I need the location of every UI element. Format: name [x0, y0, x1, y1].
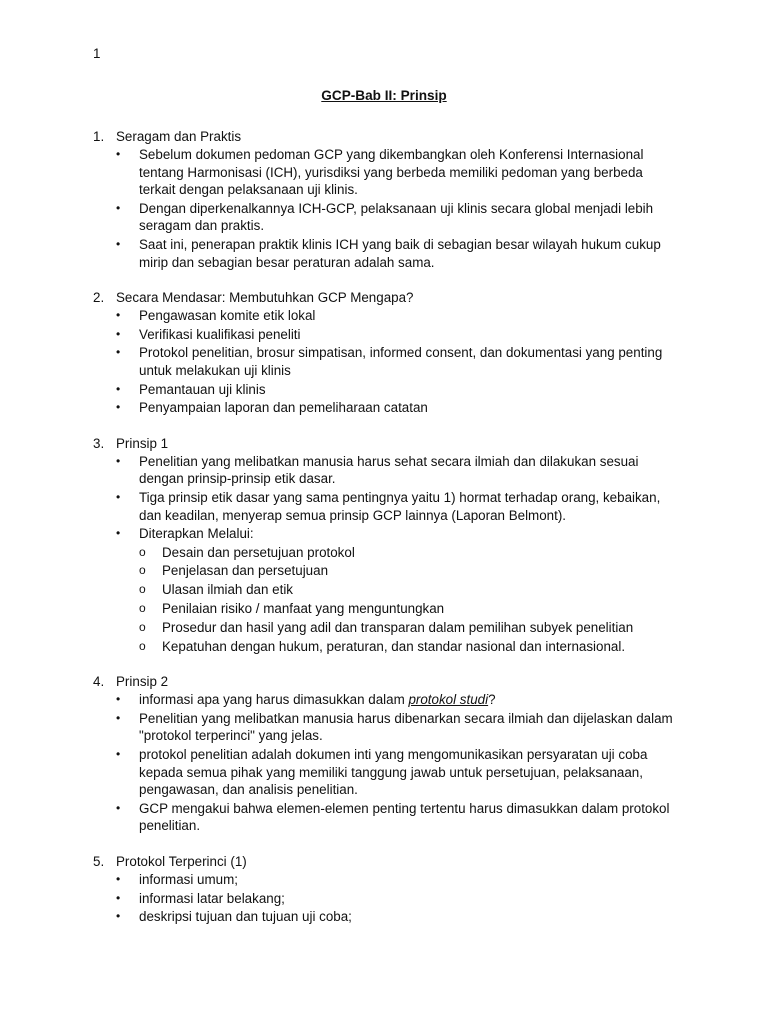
list-item-text: Diterapkan Melalui: [139, 526, 254, 542]
list-item [0, 146, 768, 199]
list-item-text: Sebelum dokumen pedoman GCP yang dikembangkan oleh Konferensi Internasional tentang Harmonisasi (ICH), yurisdiksi yang berbeda memiliki pedoman yang berbeda terkait dengan pelaksanaan uji klinis. [139, 147, 644, 198]
section-title: Seragam dan Praktis [116, 129, 242, 144]
list-item-text: Protokol penelitian, brosur simpatisan, informed consent, dan dokumentasi yang penting untuk melakukan uji klinis [139, 345, 663, 378]
sub-bullet-list [0, 544, 768, 656]
list-item-text: Pengawasan komite etik lokal [139, 308, 316, 324]
circle-bullet-icon: o [139, 544, 146, 559]
sub-list-item [0, 544, 768, 562]
bullet-icon: • [116, 489, 121, 504]
circle-bullet-icon: o [139, 563, 146, 578]
bullet-icon: • [116, 909, 121, 924]
sub-list-item [0, 619, 768, 637]
bullet-icon: • [116, 526, 121, 541]
list-item [0, 489, 768, 524]
list-item-text: protokol penelitian adalah dokumen inti yang mengomunikasikan persyaratan uji coba kepada semua pihak yang memiliki tanggung jawab untuk persetujuan, pelaksanaan, pengawasan, dan analisis penelitian. [139, 746, 648, 798]
section-heading [0, 289, 768, 307]
section-title: Secara Mendasar: Membutuhkan GCP Mengapa? [116, 290, 414, 306]
bullet-list [0, 691, 768, 835]
section-number: 1. [93, 129, 105, 144]
bullet-icon: • [116, 710, 121, 725]
section-title: Protokol Terperinci (1) [116, 853, 247, 869]
list-item-text: Verifikasi kualifikasi peneliti [139, 326, 301, 342]
bullet-list [0, 453, 768, 543]
sub-list-item [0, 638, 768, 656]
list-item [0, 871, 768, 889]
list-item [0, 525, 768, 543]
document-body [0, 128, 768, 944]
bullet-list [0, 871, 768, 926]
section-heading [0, 128, 768, 146]
circle-bullet-icon: o [139, 619, 146, 634]
bullet-icon: • [116, 400, 121, 415]
section-title: Prinsip 1 [116, 435, 169, 451]
section-2 [0, 289, 768, 417]
circle-bullet-icon: o [139, 582, 146, 597]
list-item-text: Pemantauan uji klinis [139, 381, 266, 397]
section-number: 3. [93, 435, 105, 451]
list-item-text-before: informasi apa yang harus dimasukkan dalam [139, 692, 409, 708]
sub-list-item-text: Ulasan ilmiah dan etik [162, 582, 293, 598]
list-item [0, 344, 768, 379]
section-heading [0, 673, 768, 691]
list-item-text: Penelitian yang melibatkan manusia harus dibenarkan secara ilmiah dan dijelaskan dalam "protokol terperinci" yang jelas. [139, 710, 673, 744]
section-5 [0, 853, 768, 926]
bullet-icon: • [116, 890, 121, 905]
sub-list-item-text: Desain dan persetujuan protokol [162, 544, 355, 560]
list-item [0, 381, 768, 399]
list-item-text: Saat ini, penerapan praktik klinis ICH yang baik di sebagian besar wilayah hukum cukup mirip dan sebagian besar peraturan adalah sama. [139, 236, 661, 270]
list-item-text: Penelitian yang melibatkan manusia harus sehat secara ilmiah dan dilakukan sesuai dengan prinsip-prinsip etik dasar. [139, 453, 639, 487]
section-heading [0, 435, 768, 453]
section-number: 2. [93, 290, 105, 306]
list-item [0, 746, 768, 799]
sub-list-item [0, 581, 768, 599]
bullet-icon: • [116, 236, 121, 251]
section-4 [0, 673, 768, 835]
bullet-icon: • [116, 453, 121, 468]
bullet-icon: • [116, 381, 121, 396]
circle-bullet-icon: o [139, 638, 146, 653]
bullet-list [0, 146, 768, 271]
bullet-icon: • [116, 800, 121, 815]
bullet-icon: • [116, 746, 121, 761]
sub-list-item [0, 600, 768, 618]
circle-bullet-icon: o [139, 601, 146, 616]
list-item-text: Penyampaian laporan dan pemeliharaan catatan [139, 400, 428, 416]
bullet-icon: • [116, 200, 121, 215]
list-item-text: deskripsi tujuan dan tujuan uji coba; [139, 909, 352, 925]
sub-list-item [0, 562, 768, 580]
list-item [0, 453, 768, 488]
bullet-icon: • [116, 871, 121, 886]
list-item [0, 908, 768, 926]
list-item [0, 326, 768, 344]
bullet-icon: • [116, 326, 121, 341]
section-title: Prinsip 2 [116, 674, 169, 690]
emphasized-term: protokol studi [408, 692, 489, 708]
document-title: GCP-Bab II: Prinsip [321, 88, 447, 103]
bullet-icon: • [116, 345, 121, 360]
list-item-text-after: ? [488, 692, 496, 708]
sub-list-item-text: Penjelasan dan persetujuan [162, 563, 329, 579]
sub-list-item-text: Prosedur dan hasil yang adil dan transparan dalam pemilihan subyek penelitian [162, 619, 634, 635]
list-item [0, 691, 768, 709]
sub-list-item-text: Kepatuhan dengan hukum, peraturan, dan standar nasional dan internasional. [162, 638, 626, 654]
list-item [0, 200, 768, 235]
list-item [0, 399, 768, 417]
list-item-text: Dengan diperkenalkannya ICH-GCP, pelaksanaan uji klinis secara global menjadi lebih seragam dan praktis. [139, 200, 654, 234]
section-heading [0, 853, 768, 871]
bullet-icon: • [116, 308, 121, 323]
section-1 [0, 128, 768, 271]
list-item [0, 236, 768, 271]
list-item [0, 800, 768, 835]
list-item [0, 307, 768, 325]
bullet-icon: • [116, 692, 121, 707]
list-item-text: informasi latar belakang; [139, 890, 285, 906]
bullet-list [0, 307, 768, 417]
page-number: 1 [93, 46, 101, 61]
list-item [0, 890, 768, 908]
section-number: 5. [93, 853, 105, 869]
list-item-text: Tiga prinsip etik dasar yang sama pentingnya yaitu 1) hormat terhadap orang, kebaikan, dan keadilan, menyerap semua prinsip GCP lainnya (Laporan Belmont). [139, 489, 661, 523]
list-item-text: GCP mengakui bahwa elemen-elemen penting tertentu harus dimasukkan dalam protokol penelitian. [139, 800, 670, 834]
sub-list-item-text: Penilaian risiko / manfaat yang menguntungkan [162, 601, 445, 617]
list-item-text: informasi umum; [139, 871, 238, 887]
section-number: 4. [93, 674, 105, 690]
bullet-icon: • [116, 147, 121, 161]
section-3 [0, 435, 768, 655]
list-item [0, 710, 768, 745]
